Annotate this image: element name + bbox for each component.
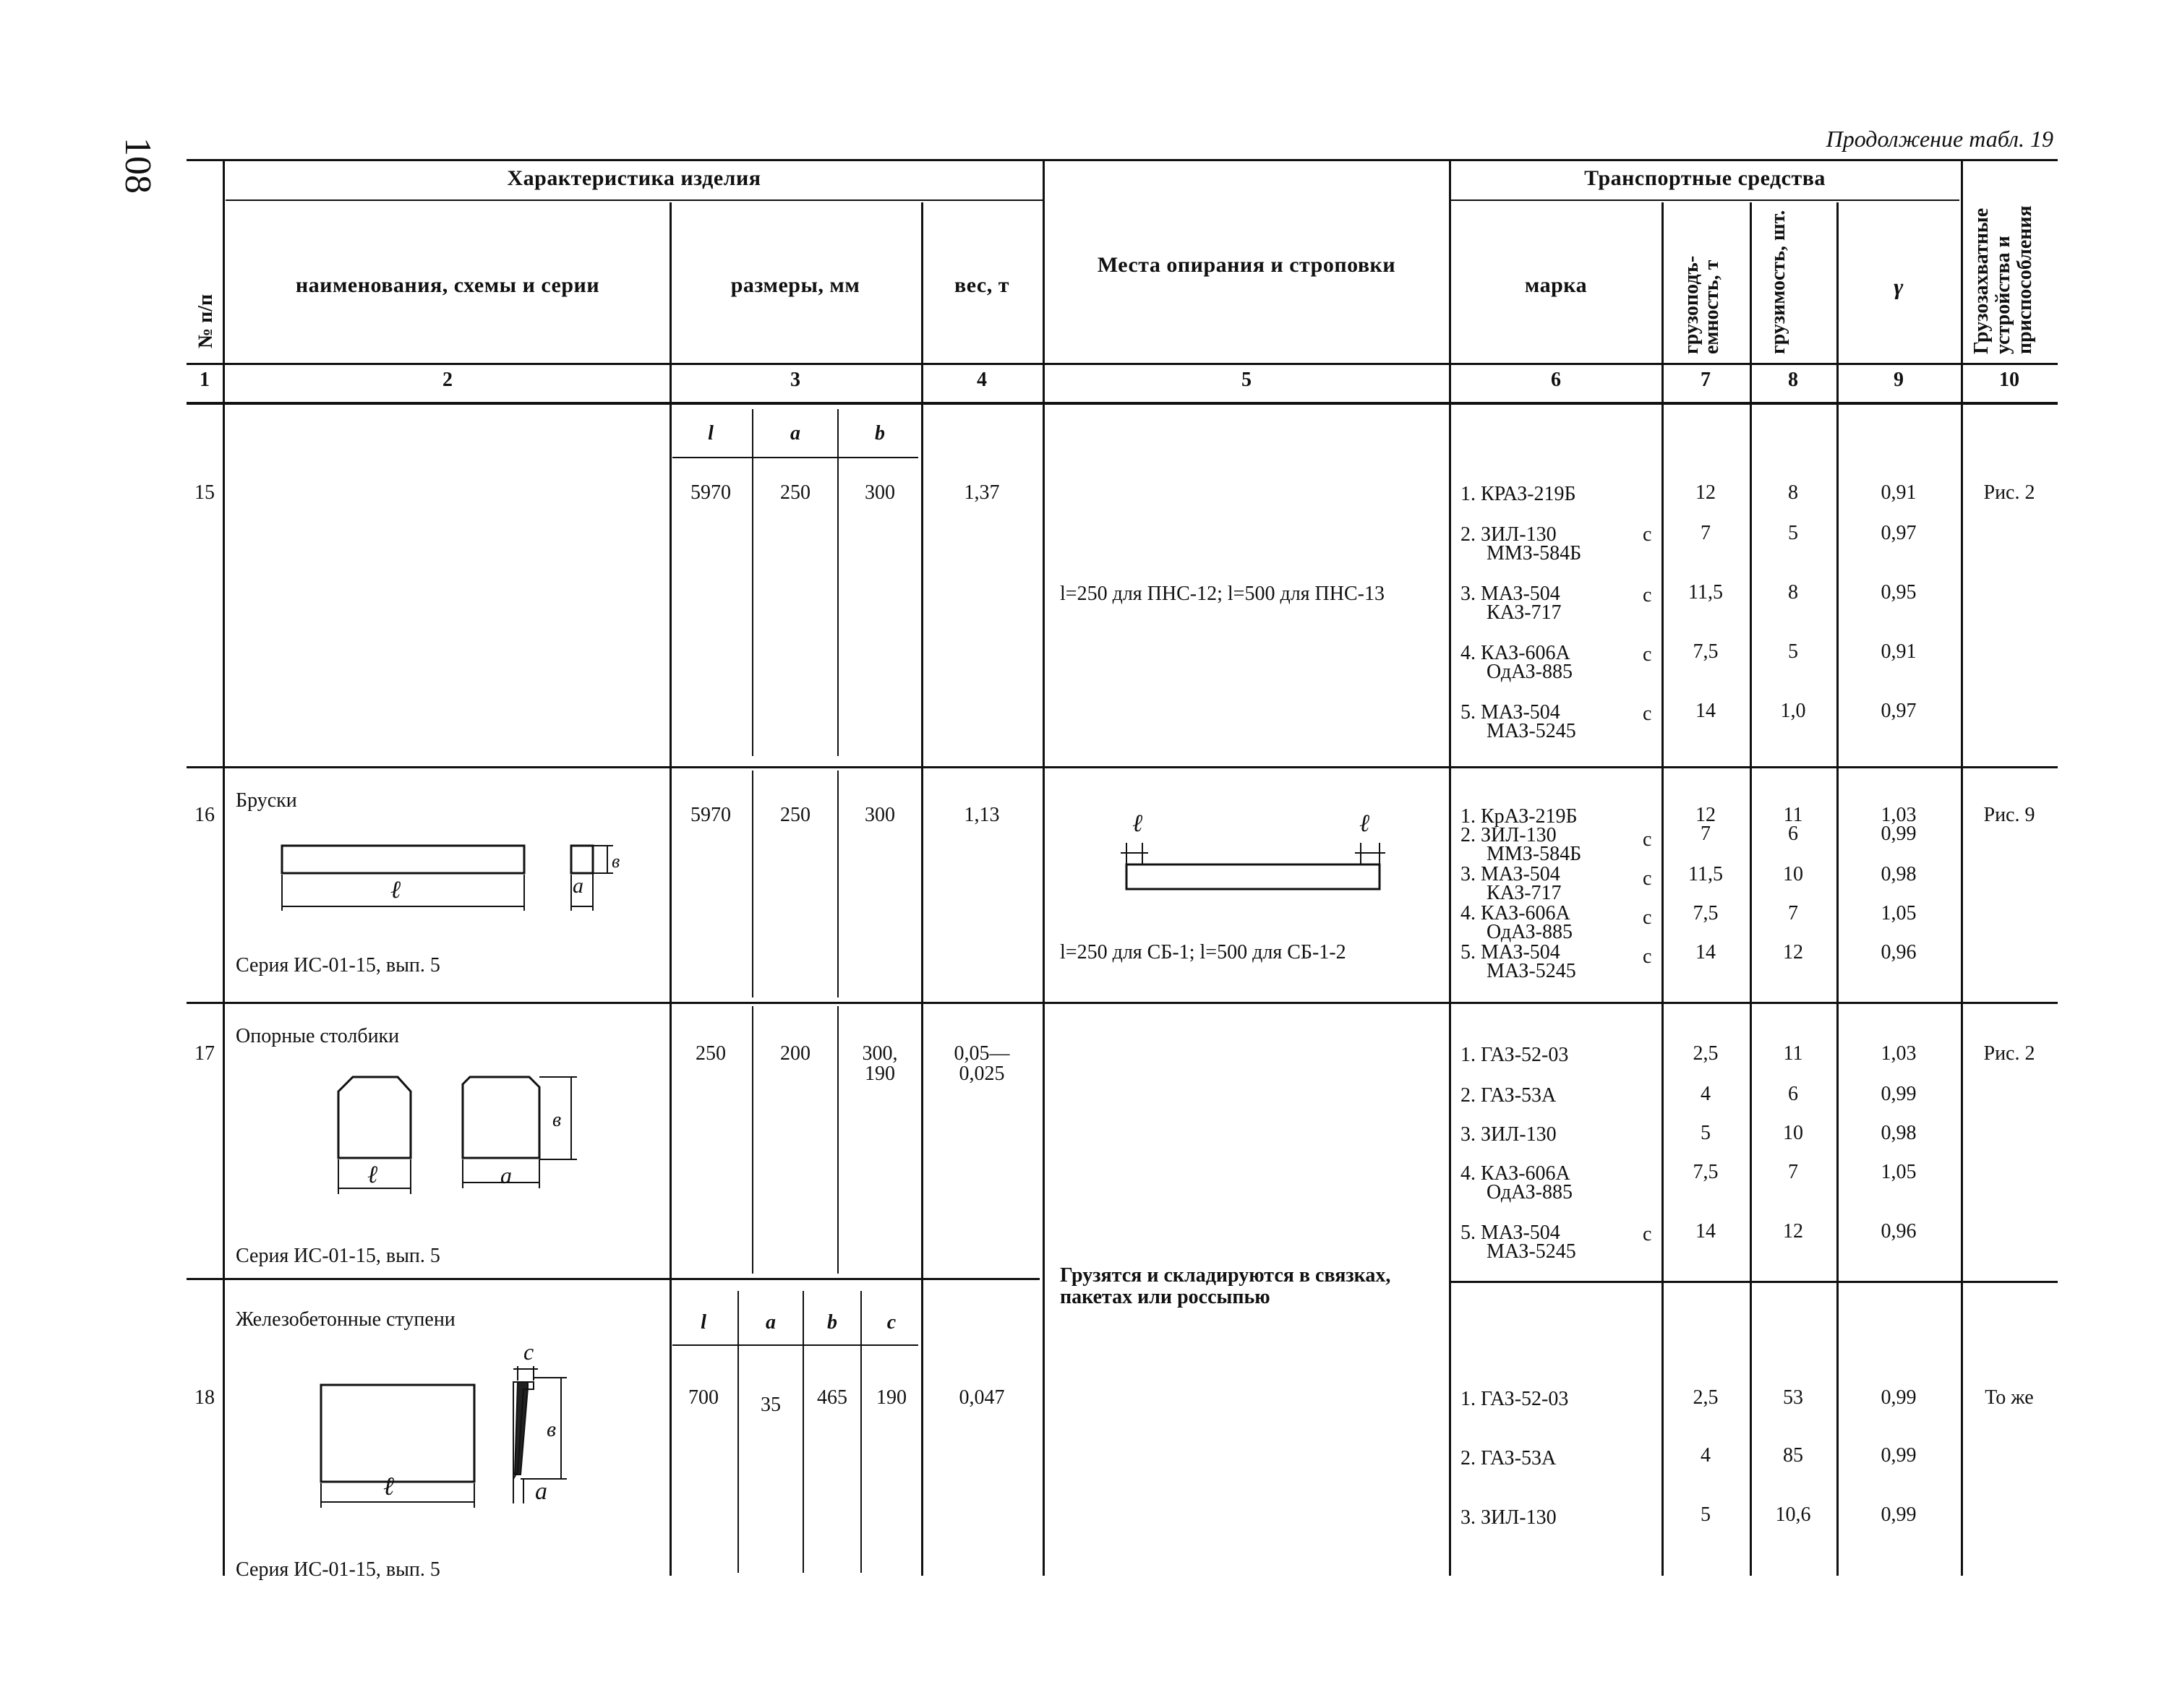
col-number: 5 [1241,369,1252,391]
support-shared-text: Грузятся и складируются в связках, пакетах или россыпью [1060,1264,1391,1308]
header-col-load: грузимость, шт. [1767,210,1789,354]
header-group-product: Характеристика изделия [507,166,761,190]
header-col-devices: Грузозахватные устройства и приспособления [1970,205,2036,354]
header-col-gamma: γ [1894,273,1904,299]
sketch-label-a: a [573,874,583,898]
sketch-label-b: в [612,851,620,872]
series-label: Серия ИС-01-15, вып. 5 [236,1558,440,1581]
sketch-label-l: ℓ [383,1472,394,1501]
col-number: 4 [977,369,987,391]
col-number: 2 [442,369,453,391]
header-col-no: № п/п [194,293,217,348]
header-col-support: Места опирания и строповки [1097,253,1396,277]
header-col-capacity: грузоподъ- емность, т [1680,255,1723,354]
header-col-weight: вес, т [954,273,1009,297]
col-number: 1 [200,369,210,391]
continuation-label: Продолжение табл. 19 [1826,126,2053,152]
series-label: Серия ИС-01-15, вып. 5 [236,1245,440,1267]
support-text: l=250 для СБ-1; l=500 для СБ-1-2 [1060,941,1346,964]
header-group-transport: Транспортные средства [1584,166,1826,190]
col-number: 6 [1551,369,1561,391]
sketch-label-a: a [500,1162,512,1188]
page-number: 108 [117,137,158,194]
sketch-label-l: ℓ [367,1162,378,1188]
sketch-label-b: в [547,1417,557,1441]
support-text: l=250 для ПНС-12; l=500 для ПНС-13 [1060,583,1385,605]
col-number: 9 [1894,369,1904,391]
col-number: 3 [790,369,800,391]
header-col-sizes: размеры, мм [730,273,860,297]
sketch-label-l: ℓ [390,877,401,904]
support-label-left: ℓ [1132,810,1143,837]
post-sketch [325,1070,586,1207]
sketch-label-a: a [535,1478,547,1505]
support-sketch [1113,810,1388,904]
header-col-name: наименования, схемы и серии [295,273,600,297]
col-number: 8 [1788,369,1798,391]
col-number: 7 [1701,369,1711,391]
support-label-right: ℓ [1359,810,1370,837]
beam-sketch [275,838,622,925]
col-number: 10 [1999,369,2019,391]
series-label: Серия ИС-01-15, вып. 5 [236,954,440,977]
sketch-label-b: в [552,1109,562,1131]
sketch-label-c: c [523,1339,534,1365]
header-col-brand: марка [1524,273,1588,297]
